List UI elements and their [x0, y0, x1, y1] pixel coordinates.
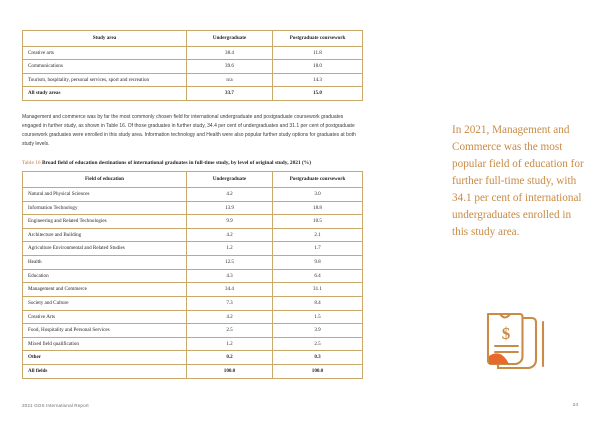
row-label: Education	[23, 269, 187, 283]
table-header-row	[23, 172, 363, 188]
row-value-undergraduate: 34.4	[187, 283, 273, 297]
row-value-undergraduate: 4.2	[187, 228, 273, 242]
table-row	[23, 324, 363, 338]
row-value-undergraduate: 7.3	[187, 296, 273, 310]
row-label: Agriculture Environmental and Related Studies	[23, 242, 187, 256]
row-label: Creative Arts	[23, 310, 187, 324]
row-value-undergraduate: 38.4	[187, 46, 273, 60]
column-header-undergraduate: Undergraduate	[187, 31, 273, 47]
row-value-undergraduate: 13.9	[187, 201, 273, 215]
row-label: Health	[23, 256, 187, 270]
row-label: All fields	[23, 364, 187, 378]
row-value-postgraduate: 18.8	[273, 201, 363, 215]
row-value-postgraduate: 10.5	[273, 215, 363, 229]
row-value-undergraduate: 1.2	[187, 337, 273, 351]
table-total-row	[23, 364, 363, 378]
row-label: Management and Commerce	[23, 283, 187, 297]
column-header-field-of-education: Field of education	[23, 172, 187, 188]
table-row	[23, 73, 363, 87]
row-value-postgraduate: 3.9	[273, 324, 363, 338]
column-header-postgraduate: Postgraduate coursework	[273, 31, 363, 47]
column-header-postgraduate: Postgraduate coursework	[273, 172, 363, 188]
table-row	[23, 228, 363, 242]
main-content-column	[22, 30, 362, 379]
row-value-postgraduate: 8.4	[273, 296, 363, 310]
row-label: Food, Hospitality and Personal Services	[23, 324, 187, 338]
row-value-postgraduate: 6.4	[273, 269, 363, 283]
row-label: Mixed field qualification	[23, 337, 187, 351]
row-value-postgraduate: 2.5	[273, 337, 363, 351]
footer-document-title: 2021 GOS International Report	[22, 403, 89, 408]
body-paragraph: Management and commerce was by far the most commonly chosen field for international undergraduate and postgraduate coursework graduates engaged in further study, as shown in Table 16. Of those graduates in further study, 34.4 per cent of undergraduates and 31.1 per cent of postgraduate coursework graduates were enrolled in this study area. Information technology and Health were also popular further study options for graduates at both study levels.	[22, 114, 356, 147]
row-value-undergraduate: 2.5	[187, 324, 273, 338]
row-value-undergraduate: 39.6	[187, 60, 273, 74]
row-value-undergraduate: 4.2	[187, 188, 273, 202]
table-row	[23, 201, 363, 215]
row-value-undergraduate: 9.9	[187, 215, 273, 229]
page-number: 24	[572, 403, 578, 408]
row-value-postgraduate: 11.8	[273, 46, 363, 60]
row-value-undergraduate: n/a	[187, 73, 273, 87]
study-area-table	[22, 30, 363, 101]
table-total-row	[23, 87, 363, 101]
table-row	[23, 337, 363, 351]
row-value-postgraduate: 1.7	[273, 242, 363, 256]
row-label: All study areas	[23, 87, 187, 101]
row-value-postgraduate: 100.0	[273, 364, 363, 378]
pull-quote: In 2021, Management and Commerce was the most popular field of education for further full-time study, with 34.1 per cent of international undergraduates enrolled in this study area.	[452, 124, 584, 239]
svg-text:$: $	[501, 324, 511, 343]
table-row	[23, 310, 363, 324]
row-value-postgraduate: 15.0	[273, 87, 363, 101]
field-of-education-table-body	[23, 188, 363, 379]
row-value-postgraduate: 0.3	[273, 351, 363, 365]
row-value-postgraduate: 31.1	[273, 283, 363, 297]
row-label: Communications	[23, 60, 187, 74]
row-value-postgraduate: 18.0	[273, 60, 363, 74]
row-label: Society and Culture	[23, 296, 187, 310]
table-row	[23, 256, 363, 270]
table-row	[23, 242, 363, 256]
table-header-row	[23, 31, 363, 47]
column-header-undergraduate: Undergraduate	[187, 172, 273, 188]
table-caption-number: Table 16	[22, 159, 41, 166]
table-row	[23, 188, 363, 202]
row-value-postgraduate: 14.3	[273, 73, 363, 87]
study-area-table-body	[23, 46, 363, 100]
row-label: Other	[23, 351, 187, 365]
row-value-undergraduate: 0.2	[187, 351, 273, 365]
table-row	[23, 269, 363, 283]
row-label: Tourism, hospitality, personal services, sport and recreation	[23, 73, 187, 87]
invoice-dollar-icon	[478, 306, 550, 380]
table-row	[23, 60, 363, 74]
row-label: Natural and Physical Sciences	[23, 188, 187, 202]
table-row	[23, 46, 363, 60]
row-value-postgraduate: 2.1	[273, 228, 363, 242]
row-value-undergraduate: 12.5	[187, 256, 273, 270]
row-label: Creative arts	[23, 46, 187, 60]
row-value-undergraduate: 4.2	[187, 310, 273, 324]
table-row	[23, 296, 363, 310]
table-row	[23, 215, 363, 229]
row-value-postgraduate: 3.0	[273, 188, 363, 202]
row-value-undergraduate: 4.3	[187, 269, 273, 283]
table-row	[23, 283, 363, 297]
row-label: Information Technology	[23, 201, 187, 215]
row-label: Engineering and Related Technologies	[23, 215, 187, 229]
row-value-undergraduate: 33.7	[187, 87, 273, 101]
row-value-undergraduate: 100.0	[187, 364, 273, 378]
table-caption-text: Broad field of education destinations of international graduates in full-time study, by level of original study, 2021 (%)	[42, 159, 311, 166]
row-value-postgraduate: 1.5	[273, 310, 363, 324]
column-header-study-area: Study area	[23, 31, 187, 47]
row-label: Architecture and Building	[23, 228, 187, 242]
table-row	[23, 351, 363, 365]
table-caption	[22, 160, 360, 168]
field-of-education-table	[22, 171, 363, 378]
row-value-undergraduate: 1.2	[187, 242, 273, 256]
row-value-postgraduate: 9.8	[273, 256, 363, 270]
